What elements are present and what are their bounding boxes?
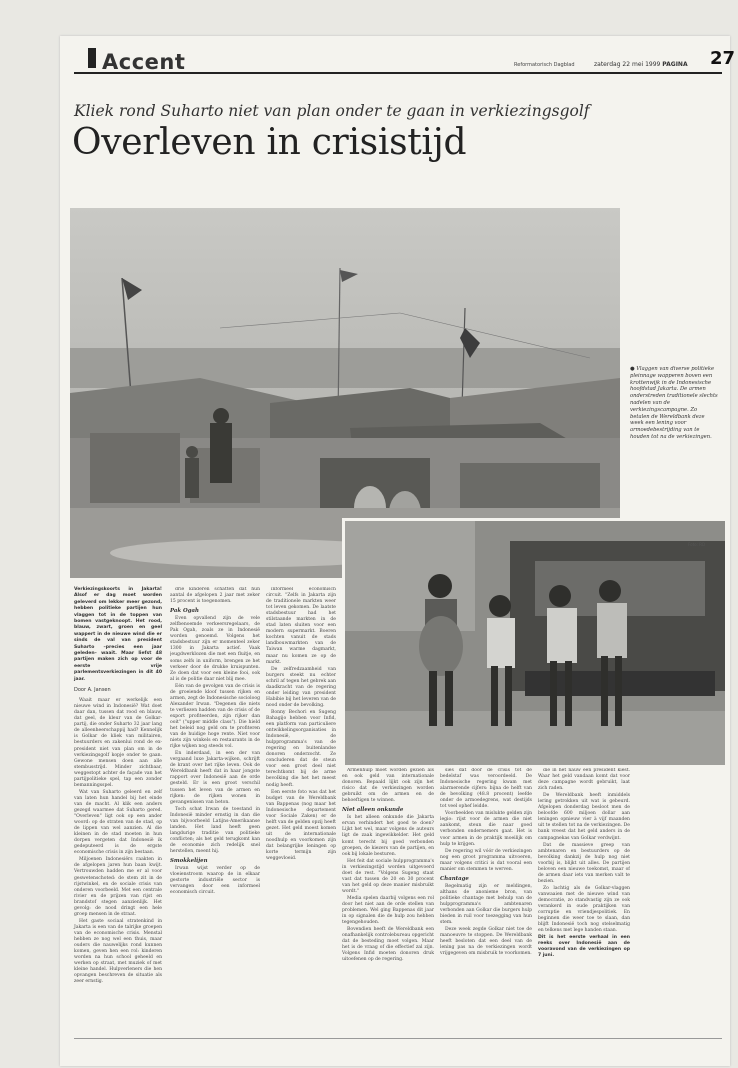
paragraph: informeel economisch circuit. "Zelfs in Jakarta zijn de traditionele markten weer tot leven gekomen. De laatste stadsbestuur had het stilstaande markten in de stad laten sluiten voor een modern supermarkt. Boeren kochten vanuit de stads landbouwmarkten van de Taiwan warme dagmarkt, maar nu komen ze op de markt. — [266, 587, 336, 665]
photo-credit: Foto: RD — [688, 542, 706, 547]
paragraph: Bonny Bechori en Sugeng Bahagijo hebben voor Infid, een platform van particuliere ontwikkelingsorganisaties in Indonesië, de hulpprogramma's van de regering en buitenlandse donoren onderzocht. Ze concluderen dat de steun voor een groot deel niet terechtkomt bij de arme bevolking die het het meest nodig heeft. — [266, 709, 336, 788]
page-header — [74, 44, 736, 74]
paragraph: De regering wil vóór de verkiezingen nog een groot programma uitvoeren, maar volgens critici is dat vooral een manier om stemmen te werven. — [440, 848, 532, 872]
paragraph: De Wereldbank heeft inmiddels lering getrokken uit wat is gebeurd. Afgelopen donderdag besloot men de beloofde 600 miljoen dollar aan leningen opnieuw vier à vijf maanden uit te stellen tot na de verkiezingen. De bank vreest dat het geld anders in de campagnekas van Golkar verdwijnt. — [538, 793, 630, 841]
issue-date — [594, 61, 688, 68]
paragraph: Waait maar er werkelijk een nieuwe wind in Indonesië? Wat doet daar dan, tussen dat rood en blauw, dat geel, de kleur van de Golkar-partij, die onder Suharto 32 jaar lang de alleenheerschappij had? Kennelijk is Golkar de kliek van militairen, bestuurders en zakenlui rond de ex-president niet van plan om in de verkiezingsgolf kopje onder te gaan. Gewone mensen doen aan alle stembusstrijd. Minder zichtbaar, weggestopt achter de façade van het partijpolitieke spel, tap een zonder bemanningsspel. — [74, 698, 162, 788]
article-column-1 — [74, 587, 162, 1032]
paragraph: Het feit dat sociale hulpprogramma's in verkiezingstijd worden uitgevoerd doet de rest. "Volgens Sugeng staat vast dat tussen de 20 en 30 procent van het geld op deze manier misbruikt wordt." — [342, 858, 434, 894]
section-title: Accent — [102, 50, 186, 74]
subheading-niet-alleen-onkunde: Niet alleen onkunde — [342, 807, 404, 814]
page-number: 27 — [710, 48, 736, 69]
paragraph: Deze week zegde Golkar niet toe de manoeuvre te stoppen. De Wereldbank heeft besloten dat een deel van de lening pas na de verkiezingen wordt vrijgegeven om misbruik te voorkomen. — [440, 927, 532, 957]
paragraph: Media spelen daarbij volgens een rol door het niet aan de orde stellen van problemen. Wel ging Bappenas dit jaar in op signalen die de hulp zou hebben tegengehouden. — [342, 895, 434, 926]
paragraph: Is het alleen onkunde die Jakarta ervan verhindert het goed te doen? Lijkt het wel, maar volgens de auteurs ligt de zaak ingewikkelder. Het geld komt terecht bij goed verbonden groepen, de kiezers van de partijen, en ook bij lokale besturen. — [342, 815, 434, 857]
paragraph: Armenhulp moet worden gezien als en ook geld van internationale donoren. Bepaald lijkt ook zijn het risico dat de verkiezingen worden gebruikt om de armen en de behoeftigen te winnen. — [342, 768, 434, 804]
paragraph: Miljoenen Indonesiërs raakten in de afgelopen jaren hun baan kwijt. Vertrouwden hadden me er al voor geswetenschoted: de stem zit in de rijstwinkel, en de sociale crisis van onderen voorbeeld. Met een centrale rivier en de prijzen van rijst en brandstof stegen aanzienlijk. Het gevolg: de nood dringt een hele groep mensen in de straat. — [74, 857, 162, 917]
newspaper-name: Reformatorisch Dagblad — [514, 62, 575, 68]
article-kicker: Kliek rond Suharto niet van plan onder te gaan in verkiezingsgolf — [74, 102, 590, 120]
article-headline: Overleven in crisistijd — [72, 122, 467, 163]
issue-date-text: zaterdag 22 mei 1999 — [594, 61, 661, 68]
subheading-chantage: Chantage — [440, 875, 469, 882]
section-marker — [88, 48, 96, 68]
paragraph: die in het nauw een president kiest. Waar het geld vandaan komt dat voor deze campagne wordt gebruikt, laat zich raden. — [538, 768, 630, 792]
paragraph: Even opvallend zijn de vele zelfbenoemde verkeersregelaars, de Pak Ogah, zoals ze in Indonesië worden genoemd. Volgens het stadsbestuur zijn er momenteel zeker 1300 in Jakarta actief. Vaak jeugdwerklozen die met een fluitje, en soms zelfs in uniform, brengen ze het verkeer door de drukke kruispunten. Ze doen dat voor een kleine fooi, ook al is de politie daar niet blij mee. — [170, 616, 260, 682]
paragraph: Toch schat Irwan de toestand in Indonesië minder ernstig in dan die van bijvoorbeeld Latijns-Amerikaanse landen. Het land heeft geen langdurige traditie van politieke conflicten; als het geld terugkomt kan de economie zich redelijk snel herstellen, meent hij. — [170, 806, 260, 854]
paragraph: Zo lachtig als de Golkar-vlaggen vanwaaien met de nieuwe wind van democratie, zo standvastig zijn ze ook verankerd in oude praktijken van corruptie en vriendjespolitiek. En beginnen die weer toe te slaan, dan blijft Indonesië toch nog stelselmatig en telkens met lege handen staan. — [538, 885, 630, 934]
photo-caption — [630, 366, 718, 441]
article-column-5 — [440, 768, 532, 1034]
subheading-pak-ogah: Pak Ogah — [170, 608, 199, 615]
article-byline: Door A. Jansen — [74, 687, 111, 694]
newspaper-page — [60, 36, 736, 1066]
paragraph: Regelmatig zijn er meldingen, althans de anonieme bron, van politieke chantage met behulp van de hulpprogramma's ambtenaren verbonden aan Golkar die burgers hulp bieden in ruil voor toezegging van hun stem. — [440, 883, 532, 926]
paragraph: drie kinderen schatten dat hun aantal de afgelopen 2 jaar met zeker 15 procent is toegenomen. — [170, 587, 260, 605]
street-children-image — [345, 521, 725, 765]
paragraph: Wat van Suharto geleerd en zelf van laten hun handel bij het einde van de macht. Al klik een anders gezegd waarmee dat Suharto gered. "Overleven" ligt ook op een ander woord: op de straten van de stad, op de lippen van wel aanzien. Al die kleinen in de stad moeten in hun dorpen vergeten dat Indonesië ik gedeputeerd is de ergste economische crisis in zijn bestaan. — [74, 789, 162, 856]
article-column-6 — [538, 768, 630, 1034]
paragraph: Bovendien heeft de Wereldbank een onafhankelijk controlebureau opgericht dat de besteding moet volgen. Maar het is de vraag of die effectief zal zijn. Volgens Infid moeten donoren druk uitoefenen op de regering. — [342, 927, 434, 963]
paragraph: Eén van de gevolgen van de crisis is de groeiende kloof tussen rijken en armen, zegt de Indonesische socioloog Alexander Irwan. "Degenen die niets te verliezen hadden van de crisis of de export profiteerden, zijn rijker dan ooit" ("upper middle class"). Die hield het beleid nog geld om te profiteren van de huidige hoge rente. Niet voor niets zijn winkels en restaurants in de rijke wijken nog steeds vol. — [170, 683, 260, 750]
series-note: Dit is het eerste verhaal in een reeks over Indonesië aan de vooravond van de verkiezingen op 7 juni. — [538, 935, 630, 959]
paragraph: Dat de massieve greep van ambtenaren en bestuurders op de bevolking dankzij de hulp nog niet voorbij is, blijkt uit alles. De partijen beloven een nieuwe toekomst, maar of de armen daar iets van merken valt te bezien. — [538, 842, 630, 884]
paragraph: Het gaste sociaal stratenkind in Jakarta is een van de talrijke groepen van de economische crisis. Menstal hebben ze nog wel een thuis, maar ouders die nauwelijks rond kunnen komen, geven hen een rol: kinderen worden na hun school geheeld en werken op straat, met muziek of met kleine handel. Hulpverleners die hen opvangen beschreven de situatie als zeer ernstig. — [74, 918, 162, 985]
article-column-2 — [170, 587, 260, 1032]
subheading-smokkelijen: Smokkelijen — [170, 858, 208, 865]
street-children-photo — [342, 518, 725, 765]
caption-bullet-icon: ● — [630, 366, 637, 372]
paragraph: De zelfredzaamheid van burgers steekt nu echter schril af tegen het gebrek aan daadkracht van de regering onder leiding van president Habibie bij het leveren van de nood onder de bevolking. — [266, 666, 336, 708]
paragraph: Voorbeelden van mislukte gelden zijn legio: rijst voor de armen die niet aankomt, steun die naar goed verbonden ondernemers gaat. Het is voor armen in de praktijk moeilijk om hulp te krijgen. — [440, 811, 532, 847]
article-column-3 — [266, 587, 336, 1032]
photo-caption-text: Vlaggen van diverse politieke pleinnage wapperen boven een krottenwijk in de Indonesische hoofdstad Jakarta. De armen onderstreden traditionele slechts nadelen van de verkiezingscampagne. Zo betalen de Wereldbank deze week een lening voor armoedebestrijding van te houden tot na de verkiezingen. — [630, 366, 718, 440]
paragraph: sies dat door de crisis tot de bedelstaf was veroordeeld. De Indonesische regering kwam met alarmerende cijfers: bijna de helft van de bevolking (48.8 procent) leefde onder de armoedegrens, wat destijds tot veel ophef leidde. — [440, 768, 532, 810]
footer-rule — [74, 1038, 722, 1039]
paragraph: Irwan wijst verder op de vloeienstroom waarop de in elkaar gestorte industriële sector is vervangen door een informeel economisch circuit. — [170, 866, 260, 896]
page-label: PAGINA — [662, 61, 688, 68]
paragraph: En inderdaad, in een der van vergaand luxe Jakarta-wijken, schrijft de krant over het rijke leven. Ook de Wereldbank heeft dat in haar jongste rapport over Indonesië aan de orde gesteld. Er is een groot verschil tussen het leven van de armen en rijken: de rijken wonen in gevangenissen van beton. — [170, 751, 260, 805]
paragraph: Een eerste foto was dat het budget van de Wereldbank van Bappenas (nog maar het Indonesische departement voor Sociale Zaken) er de helft van de gelden opzij heeft gezet. Het geld moest komen uit de internationale noodhulp en voorkomen zijn dat belangrijke leningen op korte termijn zijn weggevloeid. — [266, 789, 336, 862]
article-column-4 — [342, 768, 434, 1034]
article-lead: Verkiezingskoorts in Jakarta! Alsof er dag moet worden geleverd om lekker meer gezond, hebben politieke partijen hun vlaggen tot in de toppen van bomen vastgeknoopt. Het rood, blauw, zwart, groen en geel wappert in de nieuwe wind die er sinds de val van president Suharto –precies een jaar geleden– waait. Maar liefst 48 partijen maken zich op voor de eerste vrije parlementsverkiezingen in dit 40 jaar. — [74, 587, 162, 682]
